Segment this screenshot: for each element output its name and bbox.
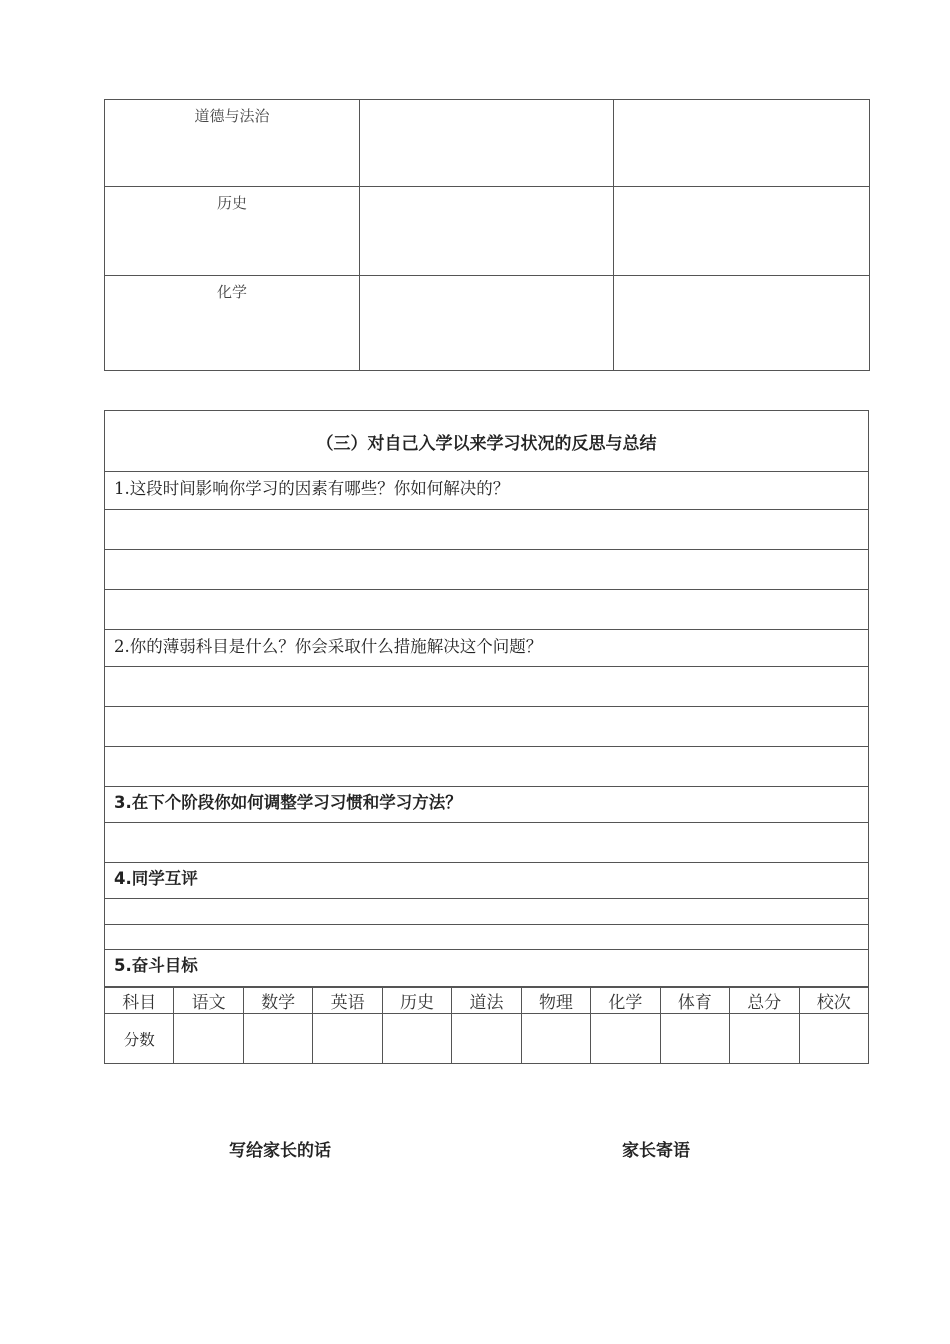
score-input-cell[interactable]	[660, 1014, 729, 1064]
score-input-cell[interactable]	[174, 1014, 243, 1064]
comment-cell[interactable]	[614, 276, 870, 371]
score-row-label: 分数	[105, 1014, 174, 1064]
header-cell: 道法	[452, 988, 521, 1014]
header-cell: 历史	[382, 988, 451, 1014]
header-cell: 化学	[591, 988, 660, 1014]
score-input-cell[interactable]	[313, 1014, 382, 1064]
comment-cell[interactable]	[614, 100, 870, 187]
comment-cell[interactable]	[360, 276, 614, 371]
answer-line[interactable]	[105, 707, 869, 747]
subject-comment-table	[104, 99, 870, 371]
answer-line[interactable]	[105, 510, 869, 550]
answer-line[interactable]	[105, 590, 869, 630]
question-1: 1.这段时间影响你学习的因素有哪些？你如何解决的？	[105, 472, 869, 510]
question-4: 4.同学互评	[105, 863, 869, 899]
comment-cell[interactable]	[360, 100, 614, 187]
question-3: 3.在下个阶段你如何调整学习习惯和学习方法？	[105, 787, 869, 823]
comment-cell[interactable]	[614, 187, 870, 276]
score-input-cell[interactable]	[521, 1014, 590, 1064]
section-title: （三）对自己入学以来学习状况的反思与总结	[105, 411, 869, 472]
target-score-table	[104, 987, 869, 1064]
table-row	[105, 276, 870, 371]
subject-label: 历史	[105, 187, 360, 276]
reflection-table	[104, 410, 869, 987]
score-input-cell[interactable]	[452, 1014, 521, 1064]
question-2: 2.你的薄弱科目是什么？你会采取什么措施解决这个问题？	[105, 630, 869, 667]
score-input-cell[interactable]	[799, 1014, 868, 1064]
score-value-row	[105, 1014, 869, 1064]
answer-line[interactable]	[105, 667, 869, 707]
score-input-cell[interactable]	[730, 1014, 799, 1064]
answer-line[interactable]	[105, 823, 869, 863]
header-cell: 科目	[105, 988, 174, 1014]
score-input-cell[interactable]	[382, 1014, 451, 1064]
score-input-cell[interactable]	[591, 1014, 660, 1064]
subject-label: 化学	[105, 276, 360, 371]
score-input-cell[interactable]	[243, 1014, 312, 1064]
header-cell: 总分	[730, 988, 799, 1014]
score-header-row	[105, 988, 869, 1014]
parent-message-label: 家长寄语	[622, 1141, 690, 1161]
table-row	[105, 187, 870, 276]
answer-line[interactable]	[105, 550, 869, 590]
answer-line[interactable]	[105, 925, 869, 950]
header-cell: 语文	[174, 988, 243, 1014]
header-cell: 数学	[243, 988, 312, 1014]
header-cell: 英语	[313, 988, 382, 1014]
comment-cell[interactable]	[360, 187, 614, 276]
question-5: 5.奋斗目标	[105, 950, 869, 987]
subject-label: 道德与法治	[105, 100, 360, 187]
header-cell: 校次	[799, 988, 868, 1014]
answer-line[interactable]	[105, 899, 869, 925]
answer-line[interactable]	[105, 747, 869, 787]
header-cell: 物理	[521, 988, 590, 1014]
header-cell: 体育	[660, 988, 729, 1014]
letter-to-parents-label: 写给家长的话	[229, 1141, 331, 1161]
table-row	[105, 100, 870, 187]
